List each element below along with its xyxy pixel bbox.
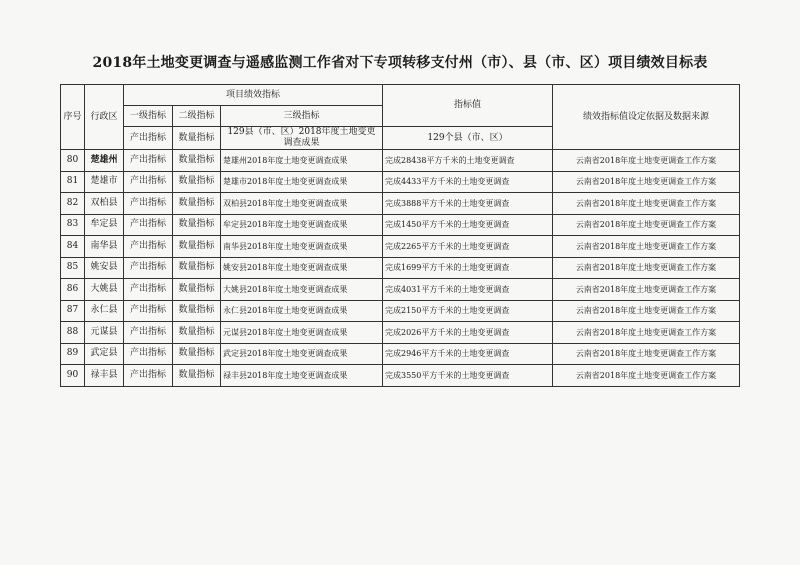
row-district: 大姚县 <box>85 279 124 301</box>
row-level3: 武定县2018年度土地变更调查成果 <box>221 343 383 365</box>
row-level3: 楚雄市2018年度土地变更调查成果 <box>221 171 383 193</box>
row-level1: 产出指标 <box>124 279 173 301</box>
row-seq: 85 <box>61 257 85 279</box>
row-level1: 产出指标 <box>124 322 173 344</box>
table-row <box>61 236 740 258</box>
row-seq: 86 <box>61 279 85 301</box>
table-row <box>61 343 740 365</box>
row-target-value: 完成2150平方千米的土地变更调查 <box>383 300 553 322</box>
row-level1: 产出指标 <box>124 257 173 279</box>
row-basis: 云南省2018年度土地变更调查工作方案 <box>553 343 740 365</box>
table-row <box>61 214 740 236</box>
subheader-level3: 129县（市、区）2018年度土地变更调查成果 <box>221 127 383 150</box>
row-target-value: 完成4433平方千米的土地变更调查 <box>383 171 553 193</box>
row-seq: 89 <box>61 343 85 365</box>
table-row <box>61 150 740 172</box>
row-level2: 数量指标 <box>173 322 221 344</box>
row-level3: 元谋县2018年度土地变更调查成果 <box>221 322 383 344</box>
row-target-value: 完成2026平方千米的土地变更调查 <box>383 322 553 344</box>
row-level2: 数量指标 <box>173 193 221 215</box>
row-district: 元谋县 <box>85 322 124 344</box>
row-seq: 87 <box>61 300 85 322</box>
header-district: 行政区 <box>85 85 124 150</box>
row-district: 姚安县 <box>85 257 124 279</box>
header-indicator-group: 项目绩效指标 <box>124 85 383 106</box>
row-district: 武定县 <box>85 343 124 365</box>
row-basis: 云南省2018年度土地变更调查工作方案 <box>553 322 740 344</box>
row-seq: 83 <box>61 214 85 236</box>
performance-target-table <box>60 84 740 387</box>
table-row <box>61 257 740 279</box>
row-seq: 80 <box>61 150 85 172</box>
subheader-target: 129个县（市、区） <box>383 127 553 150</box>
table-row <box>61 300 740 322</box>
row-level1: 产出指标 <box>124 343 173 365</box>
row-basis: 云南省2018年度土地变更调查工作方案 <box>553 193 740 215</box>
row-district: 双柏县 <box>85 193 124 215</box>
row-level1: 产出指标 <box>124 214 173 236</box>
row-target-value: 完成2265平方千米的土地变更调查 <box>383 236 553 258</box>
header-target-value: 指标值 <box>383 85 553 127</box>
table-row <box>61 193 740 215</box>
row-level1: 产出指标 <box>124 365 173 387</box>
row-basis: 云南省2018年度土地变更调查工作方案 <box>553 365 740 387</box>
row-level3: 永仁县2018年度土地变更调查成果 <box>221 300 383 322</box>
row-district: 永仁县 <box>85 300 124 322</box>
table-row <box>61 279 740 301</box>
row-target-value: 完成1450平方千米的土地变更调查 <box>383 214 553 236</box>
row-level3: 牟定县2018年度土地变更调查成果 <box>221 214 383 236</box>
row-level3: 南华县2018年度土地变更调查成果 <box>221 236 383 258</box>
subheader-level1: 产出指标 <box>124 127 173 150</box>
row-level1: 产出指标 <box>124 171 173 193</box>
row-level1: 产出指标 <box>124 150 173 172</box>
row-district: 南华县 <box>85 236 124 258</box>
row-level3: 禄丰县2018年度土地变更调查成果 <box>221 365 383 387</box>
row-basis: 云南省2018年度土地变更调查工作方案 <box>553 214 740 236</box>
header-basis: 绩效指标值设定依据及数据来源 <box>553 85 740 150</box>
header-level1: 一级指标 <box>124 106 173 127</box>
row-target-value: 完成1699平方千米的土地变更调查 <box>383 257 553 279</box>
row-level3: 大姚县2018年度土地变更调查成果 <box>221 279 383 301</box>
row-level3: 楚雄州2018年度土地变更调查成果 <box>221 150 383 172</box>
row-seq: 90 <box>61 365 85 387</box>
document-title: 2018年土地变更调查与遥感监测工作省对下专项转移支付州（市）、县（市、区）项目绩效目标表 <box>92 55 708 71</box>
header-seq: 序号 <box>61 85 85 150</box>
row-district: 禄丰县 <box>85 365 124 387</box>
row-level1: 产出指标 <box>124 300 173 322</box>
row-district: 楚雄市 <box>85 171 124 193</box>
header-level2: 二级指标 <box>173 106 221 127</box>
row-level2: 数量指标 <box>173 150 221 172</box>
row-basis: 云南省2018年度土地变更调查工作方案 <box>553 236 740 258</box>
row-seq: 82 <box>61 193 85 215</box>
row-target-value: 完成28438平方千米的土地变更调查 <box>383 150 553 172</box>
row-level2: 数量指标 <box>173 365 221 387</box>
row-level3: 姚安县2018年度土地变更调查成果 <box>221 257 383 279</box>
row-basis: 云南省2018年度土地变更调查工作方案 <box>553 300 740 322</box>
row-level3: 双柏县2018年度土地变更调查成果 <box>221 193 383 215</box>
row-level2: 数量指标 <box>173 343 221 365</box>
row-level1: 产出指标 <box>124 236 173 258</box>
row-target-value: 完成3888平方千米的土地变更调查 <box>383 193 553 215</box>
row-basis: 云南省2018年度土地变更调查工作方案 <box>553 171 740 193</box>
row-level2: 数量指标 <box>173 236 221 258</box>
row-district: 牟定县 <box>85 214 124 236</box>
row-level1: 产出指标 <box>124 193 173 215</box>
table-row <box>61 365 740 387</box>
table-row <box>61 171 740 193</box>
row-level2: 数量指标 <box>173 279 221 301</box>
header-level3: 三级指标 <box>221 106 383 127</box>
row-level2: 数量指标 <box>173 214 221 236</box>
row-district: 楚雄州 <box>85 150 124 172</box>
row-target-value: 完成4031平方千米的土地变更调查 <box>383 279 553 301</box>
row-level2: 数量指标 <box>173 300 221 322</box>
row-basis: 云南省2018年度土地变更调查工作方案 <box>553 279 740 301</box>
row-seq: 88 <box>61 322 85 344</box>
row-basis: 云南省2018年度土地变更调查工作方案 <box>553 150 740 172</box>
row-seq: 81 <box>61 171 85 193</box>
row-basis: 云南省2018年度土地变更调查工作方案 <box>553 257 740 279</box>
row-level2: 数量指标 <box>173 171 221 193</box>
table-row <box>61 322 740 344</box>
row-seq: 84 <box>61 236 85 258</box>
subheader-level2: 数量指标 <box>173 127 221 150</box>
row-level2: 数量指标 <box>173 257 221 279</box>
row-target-value: 完成3550平方千米的土地变更调查 <box>383 365 553 387</box>
row-target-value: 完成2946平方千米的土地变更调查 <box>383 343 553 365</box>
